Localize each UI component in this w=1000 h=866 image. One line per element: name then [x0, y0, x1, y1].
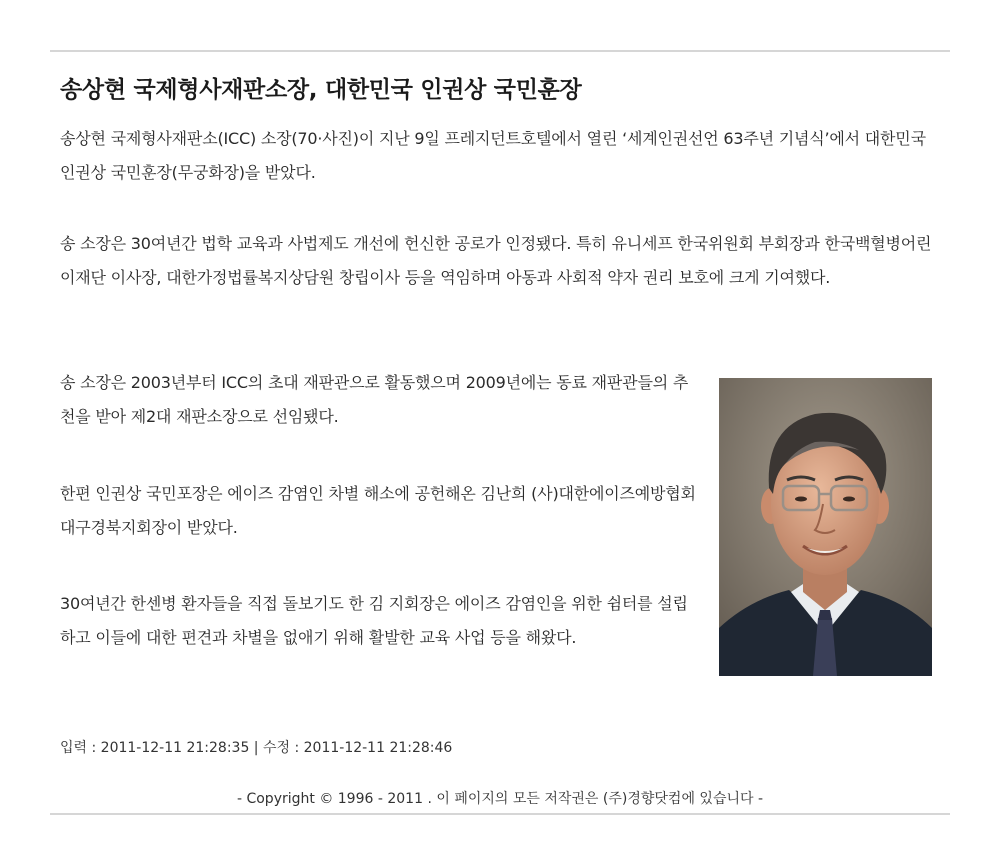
copyright-notice: - Copyright © 1996 - 2011 . 이 페이지의 모든 저작권은 (주)경향닷컴에 있습니다 -: [236, 791, 764, 807]
article-paragraph-2: 송 소장은 30여년간 법학 교육과 사법제도 개선에 헌신한 공로가 인정됐다. 특히 유니세프 한국위원회 부회장과 한국백혈병어린이재단 이사장, 대한가정법률복지상담원 창립이사 등을 역임하며 아동과 사회적 약자 권리 보호에 크게 기여했다.: [60, 234, 932, 287]
article-paragraph-4: 한편 인권상 국민포장은 에이즈 감염인 차별 해소에 공헌해온 김난희 (사)대한에이즈예방협회 대구경북지회장이 받았다.: [60, 484, 696, 537]
article-paragraph-5: 30여년간 한센병 환자들을 직접 돌보기도 한 김 지회장은 에이즈 감염인을 위한 쉼터를 설립하고 이들에 대한 편견과 차별을 없애기 위해 활발한 교육 사업 등을 해왔다.: [60, 594, 688, 647]
bottom-divider: [50, 813, 950, 815]
article-paragraph-1: 송상현 국제형사재판소(ICC) 소장(70·사진)이 지난 9일 프레지던트호텔에서 열린 ‘세계인권선언 63주년 기념식’에서 대한민국 인권상 국민훈장(무궁화장)을 받았다.: [60, 129, 926, 182]
article-title: 송상현 국제형사재판소장, 대한민국 인권상 국민훈장: [60, 77, 582, 103]
article-container: [50, 50, 950, 814]
portrait-photo: [719, 378, 932, 676]
top-divider: [50, 50, 950, 52]
article-paragraph-3: 송 소장은 2003년부터 ICC의 초대 재판관으로 활동했으며 2009년에는 동료 재판관들의 추천을 받아 제2대 재판소장으로 선임됐다.: [60, 373, 689, 426]
portrait-illustration: [719, 378, 932, 676]
article-timestamp: 입력 : 2011-12-11 21:28:35 | 수정 : 2011-12-11 21:28:46: [60, 740, 453, 756]
